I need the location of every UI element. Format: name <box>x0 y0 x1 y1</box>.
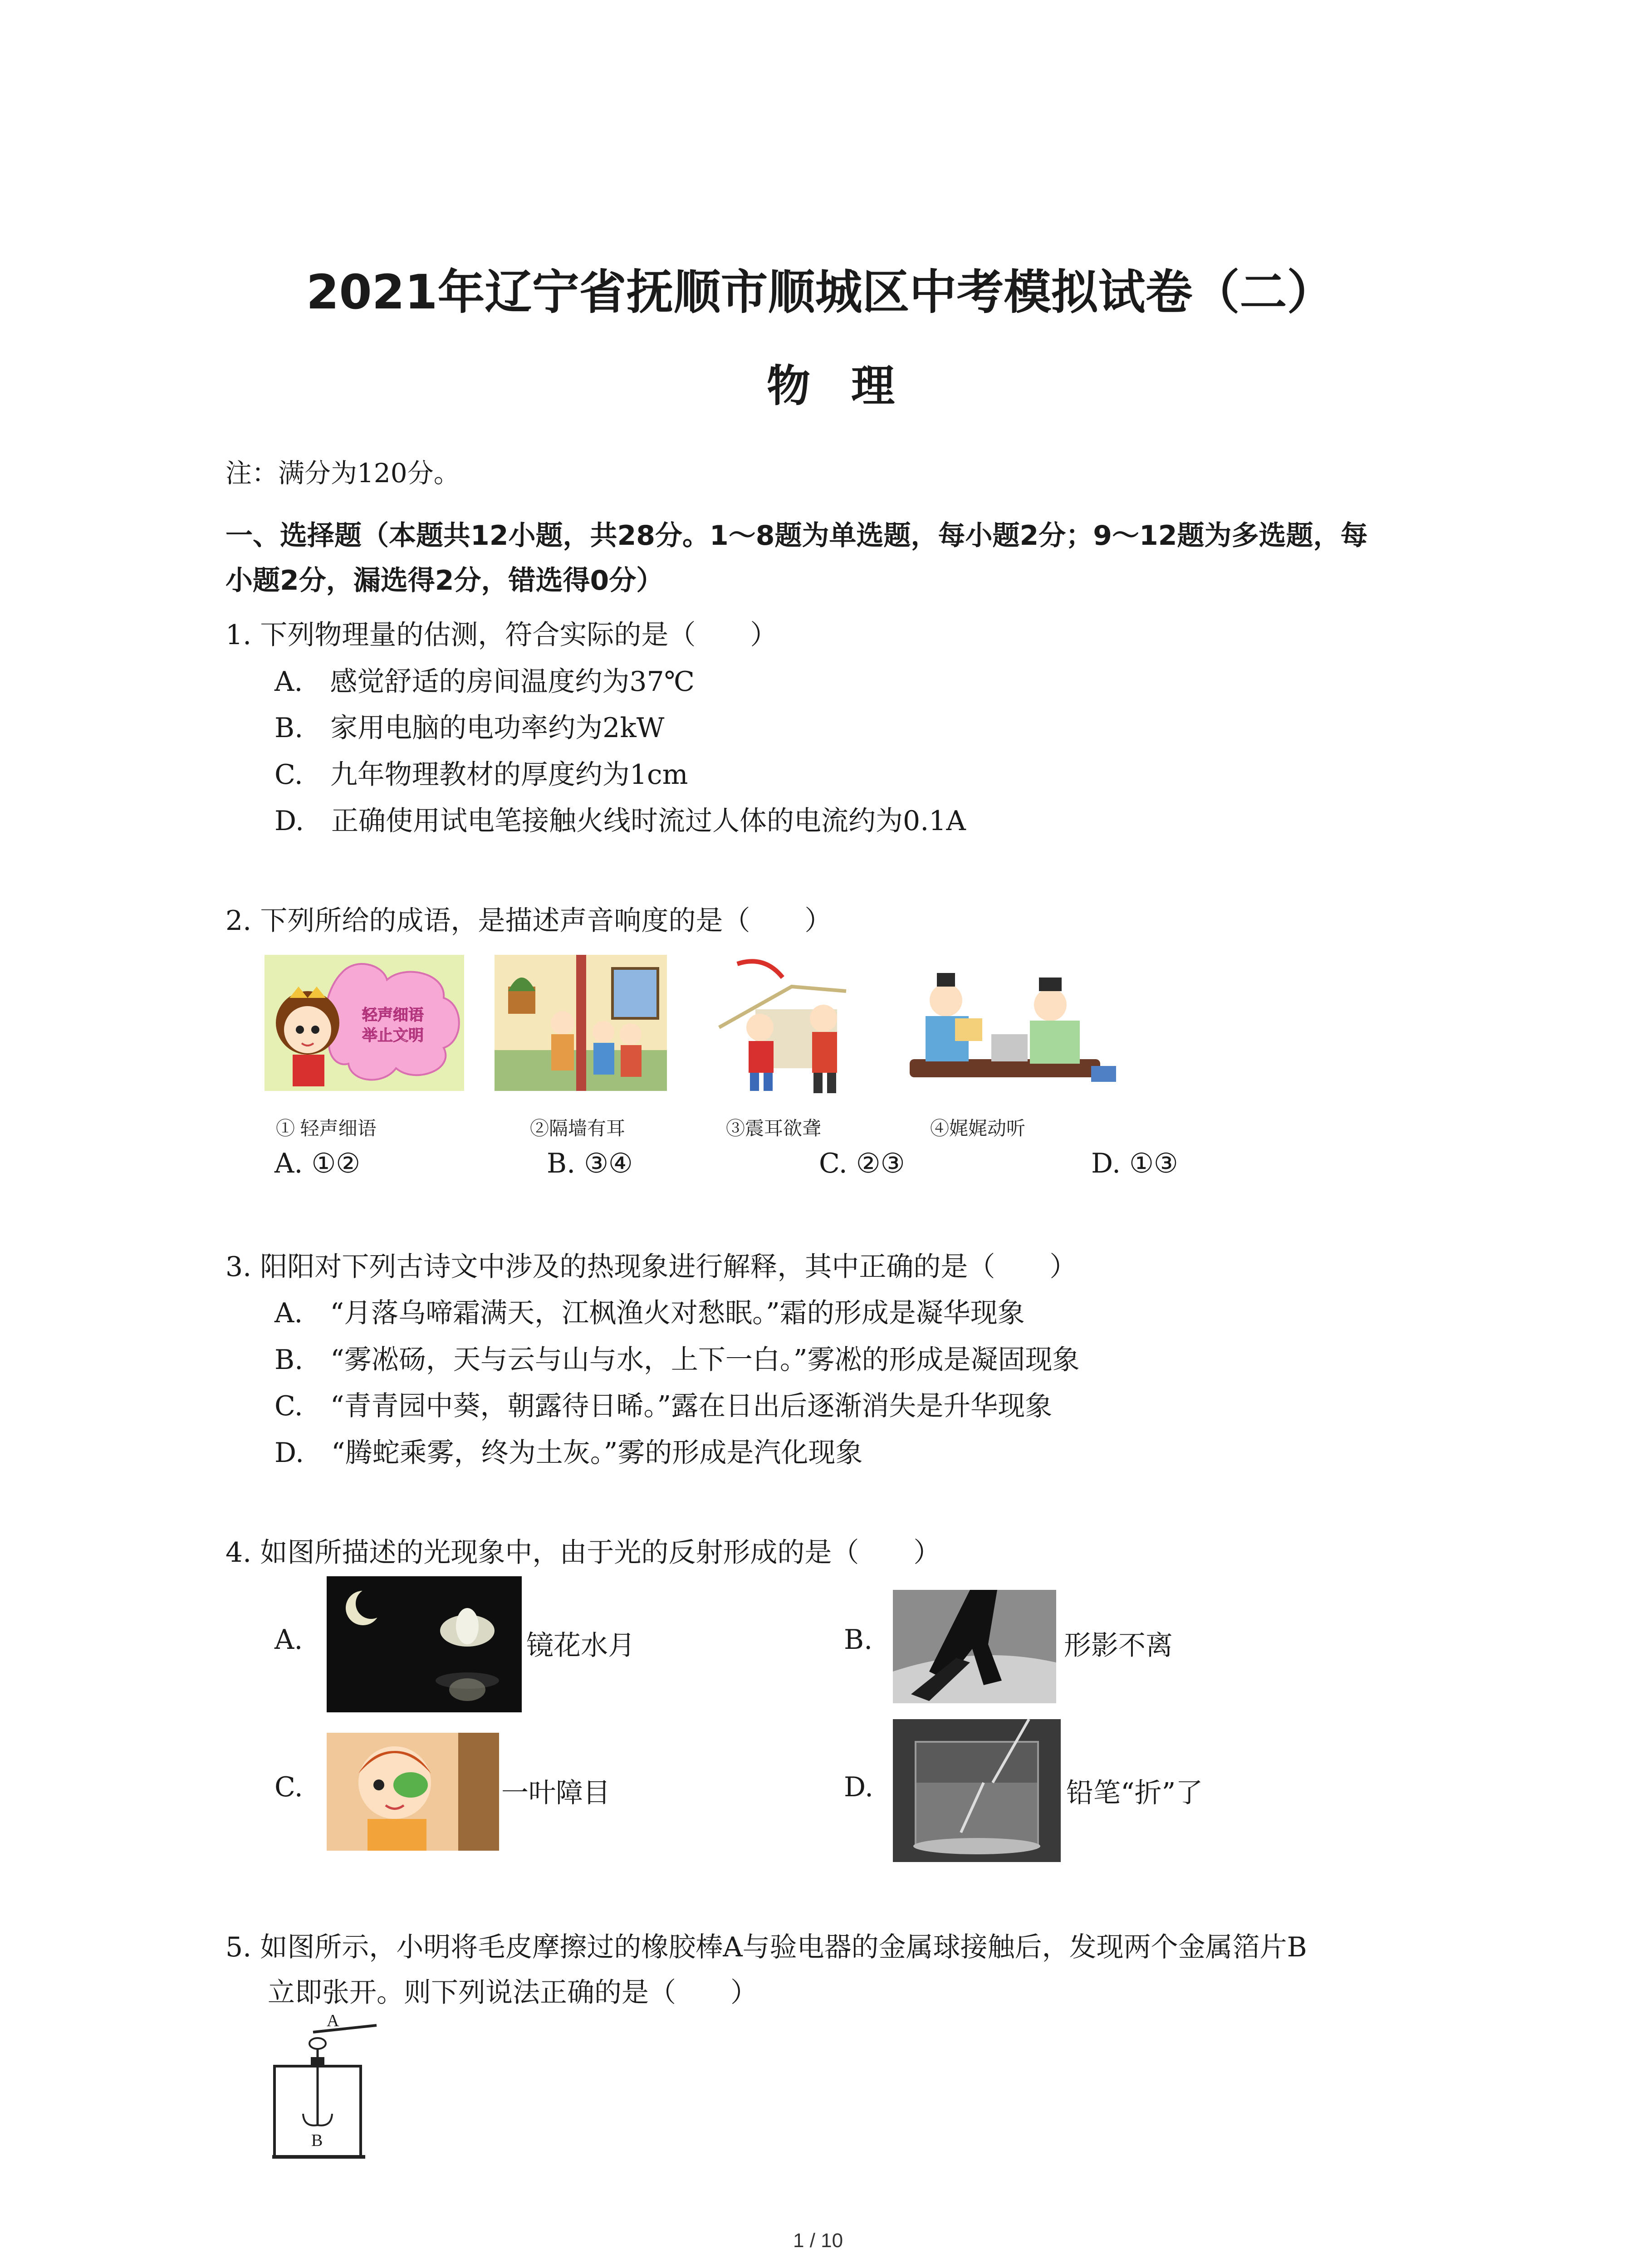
question-2-option-b: B. ③④ <box>547 1148 633 1179</box>
question-4-option-a-text: 镜花水月 <box>526 1630 635 1662</box>
question-2-caption-3: ③震耳欲聋 <box>726 1118 822 1139</box>
question-4-option-a-letter: A. <box>274 1624 303 1656</box>
scholars-illustration <box>901 950 1123 1095</box>
question-3-option-b: B. “雾凇砀，天与云与山与水，上下一白。”雾凇的形成是凝固现象 <box>274 1344 1080 1376</box>
question-5-stem-line1: 5. 如图所示，小明将毛皮摩擦过的橡胶棒A与验电器的金属球接触后，发现两个金属箔片B <box>225 1931 1307 1963</box>
question-2-caption-4: ④娓娓动听 <box>930 1118 1026 1139</box>
moon-lotus-photo <box>327 1576 522 1712</box>
score-note: 注：满分为120分。 <box>225 458 460 489</box>
question-4-option-c-text: 一叶障目 <box>501 1777 610 1809</box>
question-3-option-d: D. “腾蛇乘雾，终为土灰。”雾的形成是汽化现象 <box>274 1437 863 1469</box>
question-2-image-1 <box>265 955 464 1091</box>
question-4-image-a <box>327 1576 522 1712</box>
wall-listening-illustration <box>495 955 667 1091</box>
pencil-in-water-photo <box>893 1719 1061 1862</box>
question-3-option-a: A. “月落乌啼霜满天，江枫渔火对愁眠。”霜的形成是凝华现象 <box>274 1297 1025 1329</box>
leaf-covering-eye-illustration <box>327 1733 499 1851</box>
label-b: B <box>311 2131 323 2150</box>
question-1-option-c: C. 九年物理教材的厚度约为1cm <box>274 759 688 791</box>
question-1-stem: 1. 下列物理量的估测，符合实际的是（ ） <box>225 619 778 651</box>
question-4-option-c-letter: C. <box>274 1771 303 1803</box>
question-4-image-d <box>893 1719 1061 1862</box>
question-2-option-d: D. ①③ <box>1091 1148 1178 1179</box>
question-2-stem: 2. 下列所给的成语，是描述声音响度的是（ ） <box>225 905 832 937</box>
label-a: A <box>327 2012 339 2030</box>
question-4-stem: 4. 如图所描述的光现象中，由于光的反射形成的是（ ） <box>225 1537 941 1569</box>
question-1-option-b: B. 家用电脑的电功率约为2kW <box>274 712 665 744</box>
question-5-stem-line2: 立即张开。则下列说法正确的是（ ） <box>268 1977 758 2009</box>
firecracker-illustration <box>710 950 873 1095</box>
question-2-option-c: C. ②③ <box>819 1148 905 1179</box>
section-heading-line2: 小题2分，漏选得2分，错选得0分） <box>225 565 664 596</box>
electroscope-diagram <box>268 2012 404 2164</box>
question-3-option-c: C. “青青园中葵，朝露待日晞。”露在日出后逐渐消失是升华现象 <box>274 1390 1053 1422</box>
page-title: 2021年辽宁省抚顺市顺城区中考模拟试卷（二） <box>306 264 1334 320</box>
question-2-option-a: A. ①② <box>274 1148 361 1179</box>
sign-text-line1: 轻声细语 <box>362 1006 424 1024</box>
question-4-option-d-text: 铅笔“折”了 <box>1066 1777 1203 1809</box>
page-number: 1 / 10 <box>793 2229 843 2252</box>
question-2-caption-1: ① 轻声细语 <box>276 1118 377 1139</box>
question-2-caption-2: ②隔墙有耳 <box>530 1118 626 1139</box>
sign-text-line2: 举止文明 <box>362 1026 424 1045</box>
question-2-image-4 <box>901 950 1123 1095</box>
shadow-photo <box>893 1590 1056 1703</box>
question-1-option-d: D. 正确使用试电笔接触火线时流过人体的电流约为0.1A <box>274 805 966 837</box>
electroscope-icon <box>268 2012 404 2164</box>
question-4-option-d-letter: D. <box>844 1771 874 1803</box>
question-4-option-b-text: 形影不离 <box>1064 1630 1173 1662</box>
question-4-image-b <box>893 1590 1056 1703</box>
subject-title: 物理 <box>767 361 936 411</box>
question-2-image-3 <box>710 950 873 1095</box>
question-2-image-2 <box>495 955 667 1091</box>
question-4-option-b-letter: B. <box>844 1624 873 1656</box>
question-3-stem: 3. 阳阳对下列古诗文中涉及的热现象进行解释，其中正确的是（ ） <box>225 1251 1077 1283</box>
question-1-option-a: A. 感觉舒适的房间温度约为37℃ <box>274 666 695 698</box>
section-heading-line1: 一、选择题（本题共12小题，共28分。1～8题为单选题，每小题2分；9～12题为多选题，每 <box>225 520 1368 552</box>
question-4-image-c <box>327 1733 499 1851</box>
